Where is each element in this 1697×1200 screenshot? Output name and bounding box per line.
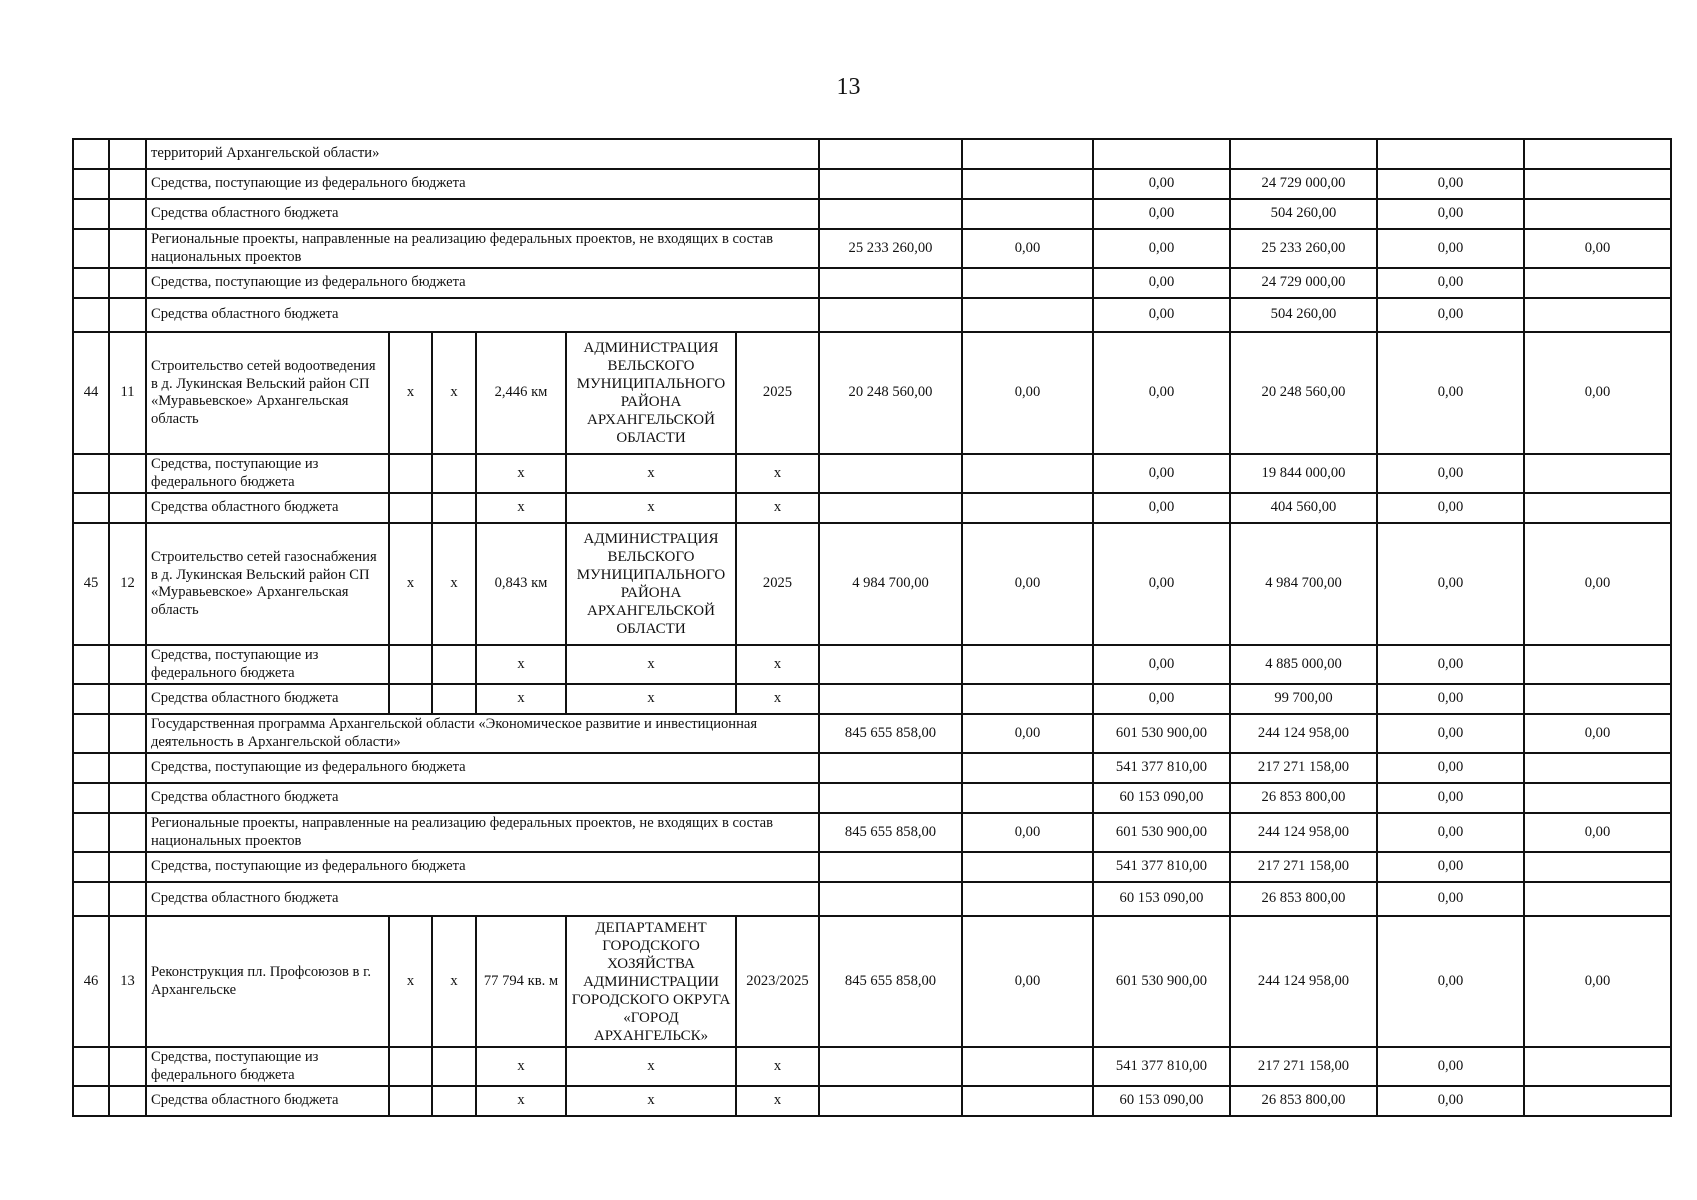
- amount-cell: [1524, 852, 1671, 882]
- amount-cell: [819, 783, 962, 813]
- x-mark-cell: [389, 454, 432, 493]
- project-name: Реконструкция пл. Профсоюзов в г. Архангельске: [146, 916, 389, 1047]
- amount-cell: 0,00: [1093, 298, 1230, 332]
- row-description: Средства областного бюджета: [146, 298, 819, 332]
- amount-cell: 217 271 158,00: [1230, 852, 1377, 882]
- funding-source-label: Средства областного бюджета: [146, 1086, 389, 1116]
- amount-cell: [819, 1086, 962, 1116]
- funding-source-label: Средства, поступающие из федерального бюджета: [146, 1047, 389, 1086]
- table-row: [73, 916, 1671, 1047]
- period-cell: х: [736, 645, 819, 684]
- capacity-cell: 0,843 км: [476, 523, 566, 645]
- amount-cell: [1524, 645, 1671, 684]
- row-number-cell: [73, 1086, 109, 1116]
- amount-cell: 20 248 560,00: [1230, 332, 1377, 454]
- funding-source-label: Средства, поступающие из федерального бюджета: [146, 645, 389, 684]
- funding-source-label: Средства областного бюджета: [146, 493, 389, 523]
- amount-cell: 0,00: [1524, 523, 1671, 645]
- amount-cell: [962, 493, 1093, 523]
- amount-cell: 0,00: [1377, 645, 1524, 684]
- row-number-cell: [73, 493, 109, 523]
- amount-cell: 0,00: [1377, 523, 1524, 645]
- amount-cell: 60 153 090,00: [1093, 882, 1230, 916]
- amount-cell: 0,00: [1093, 268, 1230, 298]
- object-number-cell: [109, 714, 146, 753]
- row-number-cell: [73, 139, 109, 169]
- amount-cell: 0,00: [962, 229, 1093, 268]
- amount-cell: 0,00: [962, 916, 1093, 1047]
- amount-cell: 0,00: [1093, 684, 1230, 714]
- amount-cell: 26 853 800,00: [1230, 783, 1377, 813]
- amount-cell: 26 853 800,00: [1230, 1086, 1377, 1116]
- row-description: Средства областного бюджета: [146, 199, 819, 229]
- amount-cell: 0,00: [962, 332, 1093, 454]
- amount-cell: 0,00: [1377, 1047, 1524, 1086]
- amount-cell: [819, 684, 962, 714]
- row-number-cell: [73, 454, 109, 493]
- amount-cell: [1524, 268, 1671, 298]
- object-number-cell: [109, 169, 146, 199]
- amount-cell: [819, 753, 962, 783]
- funding-source-label: Средства, поступающие из федерального бюджета: [146, 454, 389, 493]
- amount-cell: 0,00: [1377, 714, 1524, 753]
- responsible-organization: АДМИНИСТРАЦИЯ ВЕЛЬСКОГО МУНИЦИПАЛЬНОГО РАЙОНА АРХАНГЕЛЬСКОЙ ОБЛАСТИ: [566, 523, 736, 645]
- amount-cell: 541 377 810,00: [1093, 753, 1230, 783]
- amount-cell: 0,00: [1524, 332, 1671, 454]
- table-row: [73, 199, 1671, 229]
- amount-cell: 0,00: [1524, 714, 1671, 753]
- row-description: Средства, поступающие из федерального бюджета: [146, 852, 819, 882]
- amount-cell: [1524, 199, 1671, 229]
- amount-cell: 0,00: [1093, 229, 1230, 268]
- amount-cell: 0,00: [1377, 199, 1524, 229]
- x-mark-cell: [432, 645, 476, 684]
- x-mark-cell: [432, 493, 476, 523]
- object-number-cell: [109, 882, 146, 916]
- capacity-cell: х: [476, 1047, 566, 1086]
- table-row: [73, 229, 1671, 268]
- amount-cell: 4 984 700,00: [1230, 523, 1377, 645]
- amount-cell: [819, 493, 962, 523]
- amount-cell: 217 271 158,00: [1230, 1047, 1377, 1086]
- amount-cell: 0,00: [1377, 298, 1524, 332]
- period-cell: х: [736, 1086, 819, 1116]
- amount-cell: 60 153 090,00: [1093, 1086, 1230, 1116]
- object-number-cell: [109, 1086, 146, 1116]
- responsible-organization: х: [566, 1086, 736, 1116]
- amount-cell: 0,00: [1377, 268, 1524, 298]
- table-row: [73, 332, 1671, 454]
- object-number-cell: [109, 852, 146, 882]
- amount-cell: [1524, 454, 1671, 493]
- amount-cell: [1524, 783, 1671, 813]
- project-name: Строительство сетей водоотведения в д. Лукинская Вельский район СП «Муравьевское» Архангельская область: [146, 332, 389, 454]
- row-description: Региональные проекты, направленные на реализацию федеральных проектов, не входящих в состав национальных проектов: [146, 229, 819, 268]
- table-row: [73, 714, 1671, 753]
- x-mark-cell: х: [432, 523, 476, 645]
- amount-cell: [819, 298, 962, 332]
- amount-cell: 0,00: [1377, 229, 1524, 268]
- row-number-cell: [73, 229, 109, 268]
- row-number-cell: [73, 852, 109, 882]
- x-mark-cell: х: [389, 332, 432, 454]
- amount-cell: 0,00: [1377, 1086, 1524, 1116]
- amount-cell: [819, 199, 962, 229]
- amount-cell: 0,00: [1377, 753, 1524, 783]
- amount-cell: [962, 169, 1093, 199]
- table-row: [73, 523, 1671, 645]
- amount-cell: [962, 139, 1093, 169]
- amount-cell: [962, 1086, 1093, 1116]
- amount-cell: [1230, 139, 1377, 169]
- table-row: [73, 852, 1671, 882]
- amount-cell: 0,00: [1377, 684, 1524, 714]
- table-row: [73, 1047, 1671, 1086]
- row-number-cell: [73, 714, 109, 753]
- amount-cell: 24 729 000,00: [1230, 268, 1377, 298]
- row-number-cell: [73, 199, 109, 229]
- amount-cell: [819, 882, 962, 916]
- row-number-cell: [73, 169, 109, 199]
- capacity-cell: х: [476, 684, 566, 714]
- amount-cell: [1524, 139, 1671, 169]
- row-description: Средства областного бюджета: [146, 882, 819, 916]
- row-number-cell: 45: [73, 523, 109, 645]
- x-mark-cell: [432, 684, 476, 714]
- amount-cell: 0,00: [1377, 493, 1524, 523]
- row-description: Средства областного бюджета: [146, 783, 819, 813]
- amount-cell: [1524, 1086, 1671, 1116]
- object-number-cell: [109, 1047, 146, 1086]
- x-mark-cell: [432, 454, 476, 493]
- amount-cell: 601 530 900,00: [1093, 813, 1230, 852]
- period-cell: 2025: [736, 332, 819, 454]
- table-row: [73, 169, 1671, 199]
- x-mark-cell: [389, 493, 432, 523]
- amount-cell: 217 271 158,00: [1230, 753, 1377, 783]
- amount-cell: 4 885 000,00: [1230, 645, 1377, 684]
- responsible-organization: х: [566, 493, 736, 523]
- amount-cell: [962, 298, 1093, 332]
- amount-cell: 404 560,00: [1230, 493, 1377, 523]
- x-mark-cell: х: [432, 916, 476, 1047]
- amount-cell: 0,00: [1377, 783, 1524, 813]
- capacity-cell: 77 794 кв. м: [476, 916, 566, 1047]
- table-row: [73, 645, 1671, 684]
- amount-cell: 0,00: [1093, 645, 1230, 684]
- capacity-cell: х: [476, 454, 566, 493]
- row-number-cell: [73, 268, 109, 298]
- amount-cell: [962, 268, 1093, 298]
- amount-cell: 0,00: [1093, 332, 1230, 454]
- row-description: Государственная программа Архангельской области «Экономическое развитие и инвестиционная деятельность в Архангельской области»: [146, 714, 819, 753]
- amount-cell: [819, 139, 962, 169]
- period-cell: х: [736, 454, 819, 493]
- table-row: [73, 493, 1671, 523]
- object-number-cell: [109, 753, 146, 783]
- amount-cell: [1524, 493, 1671, 523]
- table-row: [73, 1086, 1671, 1116]
- amount-cell: 244 124 958,00: [1230, 916, 1377, 1047]
- amount-cell: 0,00: [1377, 916, 1524, 1047]
- table-row: [73, 753, 1671, 783]
- object-number-cell: 11: [109, 332, 146, 454]
- responsible-organization: АДМИНИСТРАЦИЯ ВЕЛЬСКОГО МУНИЦИПАЛЬНОГО РАЙОНА АРХАНГЕЛЬСКОЙ ОБЛАСТИ: [566, 332, 736, 454]
- amount-cell: 0,00: [1377, 332, 1524, 454]
- row-number-cell: [73, 298, 109, 332]
- amount-cell: [819, 852, 962, 882]
- amount-cell: 845 655 858,00: [819, 714, 962, 753]
- amount-cell: 0,00: [1377, 882, 1524, 916]
- amount-cell: [962, 783, 1093, 813]
- object-number-cell: 13: [109, 916, 146, 1047]
- object-number-cell: [109, 783, 146, 813]
- responsible-organization: х: [566, 454, 736, 493]
- amount-cell: 244 124 958,00: [1230, 813, 1377, 852]
- amount-cell: 0,00: [962, 813, 1093, 852]
- amount-cell: [962, 882, 1093, 916]
- table-body: [73, 139, 1671, 1116]
- amount-cell: 25 233 260,00: [819, 229, 962, 268]
- amount-cell: 504 260,00: [1230, 298, 1377, 332]
- page-number: 13: [836, 74, 861, 100]
- amount-cell: [819, 454, 962, 493]
- capacity-cell: х: [476, 645, 566, 684]
- table-row: [73, 268, 1671, 298]
- table-row: [73, 139, 1671, 169]
- row-description: Средства, поступающие из федерального бюджета: [146, 753, 819, 783]
- amount-cell: 0,00: [1093, 454, 1230, 493]
- responsible-organization: х: [566, 645, 736, 684]
- object-number-cell: [109, 813, 146, 852]
- row-description: Региональные проекты, направленные на реализацию федеральных проектов, не входящих в состав национальных проектов: [146, 813, 819, 852]
- amount-cell: 0,00: [1524, 916, 1671, 1047]
- amount-cell: [1377, 139, 1524, 169]
- amount-cell: 0,00: [1524, 229, 1671, 268]
- object-number-cell: [109, 493, 146, 523]
- amount-cell: [1524, 298, 1671, 332]
- table-row: [73, 298, 1671, 332]
- amount-cell: [819, 169, 962, 199]
- object-number-cell: [109, 684, 146, 714]
- amount-cell: 99 700,00: [1230, 684, 1377, 714]
- project-name: Строительство сетей газоснабжения в д. Лукинская Вельский район СП «Муравьевское» Архангельская область: [146, 523, 389, 645]
- capacity-cell: х: [476, 493, 566, 523]
- object-number-cell: [109, 199, 146, 229]
- amount-cell: [1524, 882, 1671, 916]
- amount-cell: 0,00: [1093, 169, 1230, 199]
- x-mark-cell: х: [432, 332, 476, 454]
- amount-cell: 601 530 900,00: [1093, 916, 1230, 1047]
- amount-cell: 0,00: [1093, 199, 1230, 229]
- row-number-cell: 46: [73, 916, 109, 1047]
- amount-cell: 0,00: [1377, 454, 1524, 493]
- amount-cell: [819, 645, 962, 684]
- funding-source-label: Средства областного бюджета: [146, 684, 389, 714]
- x-mark-cell: [432, 1086, 476, 1116]
- row-number-cell: [73, 813, 109, 852]
- period-cell: х: [736, 1047, 819, 1086]
- amount-cell: 4 984 700,00: [819, 523, 962, 645]
- amount-cell: [1093, 139, 1230, 169]
- capacity-cell: х: [476, 1086, 566, 1116]
- amount-cell: 0,00: [1093, 523, 1230, 645]
- object-number-cell: [109, 229, 146, 268]
- amount-cell: 26 853 800,00: [1230, 882, 1377, 916]
- row-number-cell: 44: [73, 332, 109, 454]
- table-row: [73, 684, 1671, 714]
- amount-cell: 60 153 090,00: [1093, 783, 1230, 813]
- x-mark-cell: [389, 645, 432, 684]
- amount-cell: 19 844 000,00: [1230, 454, 1377, 493]
- amount-cell: [819, 268, 962, 298]
- amount-cell: 0,00: [1377, 169, 1524, 199]
- amount-cell: [962, 684, 1093, 714]
- row-number-cell: [73, 684, 109, 714]
- row-number-cell: [73, 645, 109, 684]
- amount-cell: 20 248 560,00: [819, 332, 962, 454]
- amount-cell: 25 233 260,00: [1230, 229, 1377, 268]
- amount-cell: [962, 199, 1093, 229]
- amount-cell: 601 530 900,00: [1093, 714, 1230, 753]
- row-description: территорий Архангельской области»: [146, 139, 819, 169]
- amount-cell: 0,00: [1377, 813, 1524, 852]
- x-mark-cell: х: [389, 523, 432, 645]
- x-mark-cell: х: [389, 916, 432, 1047]
- amount-cell: 24 729 000,00: [1230, 169, 1377, 199]
- x-mark-cell: [432, 1047, 476, 1086]
- table-row: [73, 813, 1671, 852]
- object-number-cell: 12: [109, 523, 146, 645]
- object-number-cell: [109, 268, 146, 298]
- table-row: [73, 454, 1671, 493]
- period-cell: х: [736, 493, 819, 523]
- x-mark-cell: [389, 1086, 432, 1116]
- amount-cell: 541 377 810,00: [1093, 852, 1230, 882]
- amount-cell: 845 655 858,00: [819, 916, 962, 1047]
- amount-cell: [962, 1047, 1093, 1086]
- amount-cell: 845 655 858,00: [819, 813, 962, 852]
- amount-cell: 0,00: [962, 714, 1093, 753]
- amount-cell: 244 124 958,00: [1230, 714, 1377, 753]
- x-mark-cell: [389, 1047, 432, 1086]
- amount-cell: [962, 454, 1093, 493]
- period-cell: х: [736, 684, 819, 714]
- row-number-cell: [73, 1047, 109, 1086]
- table-row: [73, 882, 1671, 916]
- amount-cell: [962, 852, 1093, 882]
- amount-cell: 0,00: [1377, 852, 1524, 882]
- object-number-cell: [109, 645, 146, 684]
- period-cell: 2025: [736, 523, 819, 645]
- row-number-cell: [73, 783, 109, 813]
- object-number-cell: [109, 298, 146, 332]
- period-cell: 2023/2025: [736, 916, 819, 1047]
- amount-cell: [1524, 169, 1671, 199]
- amount-cell: 0,00: [962, 523, 1093, 645]
- budget-table: [72, 138, 1672, 1117]
- row-number-cell: [73, 882, 109, 916]
- amount-cell: [962, 645, 1093, 684]
- object-number-cell: [109, 454, 146, 493]
- row-description: Средства, поступающие из федерального бюджета: [146, 169, 819, 199]
- responsible-organization: х: [566, 1047, 736, 1086]
- amount-cell: 0,00: [1093, 493, 1230, 523]
- table-row: [73, 783, 1671, 813]
- amount-cell: 0,00: [1524, 813, 1671, 852]
- amount-cell: 504 260,00: [1230, 199, 1377, 229]
- amount-cell: [1524, 1047, 1671, 1086]
- amount-cell: [1524, 684, 1671, 714]
- responsible-organization: х: [566, 684, 736, 714]
- row-number-cell: [73, 753, 109, 783]
- amount-cell: 541 377 810,00: [1093, 1047, 1230, 1086]
- amount-cell: [1524, 753, 1671, 783]
- capacity-cell: 2,446 км: [476, 332, 566, 454]
- responsible-organization: ДЕПАРТАМЕНТ ГОРОДСКОГО ХОЗЯЙСТВА АДМИНИСТРАЦИИ ГОРОДСКОГО ОКРУГА «ГОРОД АРХАНГЕЛЬСК»: [566, 916, 736, 1047]
- x-mark-cell: [389, 684, 432, 714]
- object-number-cell: [109, 139, 146, 169]
- amount-cell: [962, 753, 1093, 783]
- amount-cell: [819, 1047, 962, 1086]
- row-description: Средства, поступающие из федерального бюджета: [146, 268, 819, 298]
